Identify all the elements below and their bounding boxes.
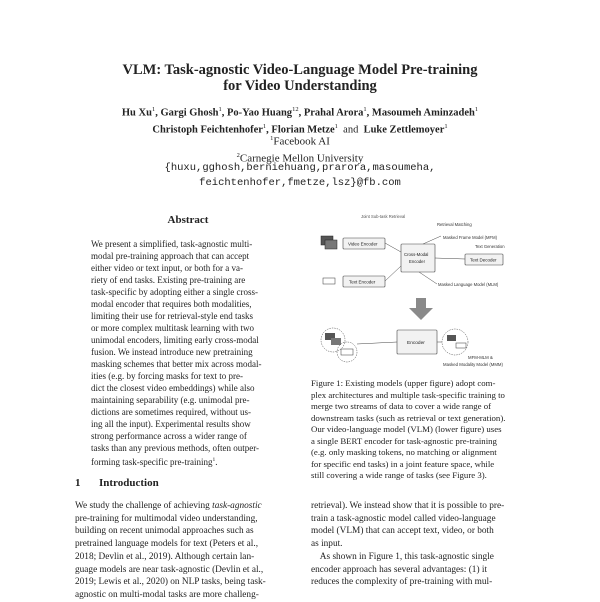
- intro-right-column: [311, 500, 531, 589]
- author-sup: 12: [292, 106, 299, 113]
- single-encoder-label: Encoder: [407, 341, 425, 346]
- intro-line: pre-training for multimodal video understanding,: [75, 513, 258, 524]
- video-encoder-label: Video Encoder: [348, 241, 378, 247]
- abstract-line: ities (e.g. by forcing masks for text to pre-: [91, 371, 243, 381]
- author-name: Luke Zettlemoyer: [363, 124, 445, 135]
- intro-line: train a task-agnostic model called video-language: [311, 513, 496, 524]
- abstract-line: limiting their use for retrieval-style end tasks: [91, 311, 253, 321]
- fig-retrieval-label: Retrieval Matching: [437, 222, 472, 227]
- author-sup: 1: [151, 106, 156, 113]
- mfm-label: Masked Frame Model (MFM): [443, 235, 497, 240]
- abstract-line: dictions are sometimes required, without us-: [91, 407, 251, 417]
- text-encoder-label: Text Encoder: [349, 279, 376, 285]
- author-line-2: Christoph Feichtenhofer$^1$, Florian Metze$^1$ and Luke Zettlemoyer$^1$: [152, 122, 448, 135]
- section-heading-introduction: [75, 477, 159, 489]
- down-arrow-icon: [409, 298, 433, 320]
- affiliation-name: Carnegie Mellon University: [239, 152, 364, 165]
- abstract-line: ing all the input). Experimental results show: [91, 419, 251, 429]
- email-line-2: feichtenhofer,fmetze,lsz}@fb.com: [199, 177, 401, 189]
- abstract-line: dict the closest video embeddings) while also: [91, 383, 255, 393]
- intro-line: We study the challenge of achieving task-agnostic: [75, 501, 262, 511]
- abstract-body: [91, 238, 283, 468]
- abstract-line: riety of end tasks. Existing pre-training are: [91, 275, 246, 285]
- abstract-line: either video or text input, or both for a va-: [91, 263, 243, 273]
- fig-connector: [435, 258, 465, 259]
- section-title: Introduction: [99, 477, 159, 489]
- abstract-line: unimodal encoders, limiting early cross-modal: [91, 335, 259, 345]
- fig-connector: [385, 266, 401, 281]
- video-frame-thumb: [447, 335, 456, 341]
- intro-line: pretrained language models for text (Peters et al.,: [75, 539, 259, 550]
- caption-line: (e.g. only masking tokens, no matching or alignment: [311, 447, 497, 457]
- fig-connector: [357, 342, 397, 344]
- figure-1-caption: [311, 378, 531, 482]
- caption-line: for specific end tasks) in a joint feature space, while: [311, 458, 495, 469]
- fig-connector: [423, 236, 441, 244]
- cross-modal-encoder-label: Encoder: [409, 259, 426, 264]
- intro-line: encoder approach has several advantages: (1) it: [311, 564, 488, 575]
- caption-line: Figure 1: Existing models (upper figure) adopt com-: [311, 378, 496, 388]
- output-cluster: [442, 329, 468, 355]
- intro-line: agnostic on multi-modal tasks are more challeng-: [75, 589, 259, 600]
- title-line-2: for Video Understanding: [223, 78, 377, 94]
- text-input-thumb: [323, 278, 335, 284]
- footnote-marker: 1: [212, 457, 216, 463]
- abstract-line: tasks than any previous methods, often outper-: [91, 443, 260, 453]
- cross-modal-encoder-box: [401, 244, 435, 272]
- affiliation-sup: 1: [270, 135, 274, 142]
- figure-1: [313, 214, 535, 374]
- intro-line: model (VLM) that can accept text, video, or both: [311, 526, 494, 537]
- text-generation-label: Text Generation: [475, 244, 505, 249]
- mfm-mlm-label: MFM-MLM &: [468, 355, 493, 360]
- abstract-line: or more complex multitask learning with two: [91, 323, 254, 333]
- author-sup: 1: [474, 106, 479, 113]
- intro-line: As shown in Figure 1, this task-agnostic single: [311, 551, 494, 562]
- author-sup: 1: [218, 106, 222, 113]
- author-sup: 1: [363, 106, 367, 113]
- cross-modal-label: Cross-Modal: [404, 252, 429, 257]
- text-decoder-label: Text Decoder: [470, 257, 497, 263]
- affiliation-sup: 2: [236, 151, 240, 159]
- paper-title: [0, 62, 600, 94]
- author-name: Gargi Ghosh: [160, 107, 219, 119]
- abstract-line: strong performance across a wider range of: [91, 431, 247, 441]
- author-name: Prahal Arora: [303, 107, 364, 119]
- affiliation-1: [0, 132, 600, 149]
- caption-line: downstream tasks (such as retrieval or text generation).: [311, 412, 506, 423]
- caption-line: merge two streams of data to cover a wide range of: [311, 401, 492, 411]
- author-name: Florian Metze: [271, 124, 335, 135]
- author-conjunction: and: [343, 124, 359, 135]
- section-number: 1: [75, 477, 81, 489]
- intro-line: 2019; Lewis et al., 2020) on NLP tasks, being task-: [75, 577, 266, 588]
- video-frame-thumb: [331, 338, 341, 345]
- abstract-line: forming task-specific pre-training$^1$.: [91, 457, 218, 467]
- abstract-heading: Abstract: [167, 214, 209, 226]
- author-name: Masoumeh Aminzadeh: [371, 107, 475, 119]
- author-name: Christoph Feichtenhofer: [152, 124, 263, 135]
- title-line-1: VLM: Task-agnostic Video-Language Model Pre-training: [122, 62, 478, 78]
- fig-connector: [419, 272, 437, 284]
- intro-line: reduces the complexity of pre-training with mul-: [311, 577, 493, 588]
- abstract-line: maintaining separability (e.g. unimodal pre-: [91, 395, 250, 405]
- intro-line: as input.: [311, 539, 343, 550]
- abstract-line: modal pre-training approach that can accept: [91, 251, 250, 261]
- author-name: Po-Yao Huang: [227, 107, 293, 119]
- figure-1-diagram: [313, 214, 535, 374]
- email-line-1: {huxu,gghosh,berniehuang,prarora,masoumeha,: [164, 162, 436, 174]
- abstract-line: task-specific by adopting either a single cross-: [91, 287, 258, 297]
- author-line-1: Hu Xu$^1$, Gargi Ghosh$^1$, Po-Yao Huang$^{12}$, Prahal Arora$^1$, Masoumeh Aminzadeh$^1$: [121, 106, 479, 119]
- caption-line: Our video-language model (VLM) (lower figure) uses: [311, 424, 502, 434]
- intro-line: building on recent unimodal approaches such as: [75, 526, 254, 537]
- text-input-thumb: [341, 349, 353, 355]
- author-sup: 1: [262, 122, 267, 130]
- abstract-line: We present a simplified, task-agnostic multi-: [91, 239, 253, 249]
- video-frame-thumb: [325, 240, 337, 249]
- fig-top-note: Joint Sub-task Retrieval: [361, 214, 406, 219]
- intro-line: guage models are near task-agnostic (Devlin et al.,: [75, 564, 264, 575]
- intro-line: retrieval). We instead show that it is possible to pre-: [311, 501, 505, 511]
- author-emails: [0, 161, 600, 191]
- intro-left-column: [75, 500, 297, 602]
- mlm-label: Masked Language Model (MLM): [438, 282, 499, 287]
- mmm-label: Masked Modality Model (MMM): [443, 362, 503, 367]
- author-name: Hu Xu: [121, 107, 152, 119]
- caption-line: still covering a wide range of tasks (see Figure 3).: [311, 470, 487, 480]
- caption-line: plex architectures and multiple task-specific training to: [311, 389, 505, 400]
- abstract-line: masking schemes that better mix across modal-: [91, 359, 262, 369]
- abstract-line: modal encoder that requires both modalities,: [91, 299, 252, 309]
- text-input-thumb: [456, 343, 466, 348]
- author-sup: 1: [334, 122, 338, 130]
- author-sup: 1: [444, 122, 448, 130]
- abstract-line: fusion. We instead introduce new pretraining: [91, 347, 253, 357]
- fig-connector: [385, 243, 401, 252]
- affiliation-name: Facebook AI: [273, 135, 330, 148]
- caption-line: a single BERT encoder for task-agnostic pre-training: [311, 435, 497, 446]
- intro-line: 2018; Devlin et al., 2019). Although certain lan-: [75, 551, 255, 562]
